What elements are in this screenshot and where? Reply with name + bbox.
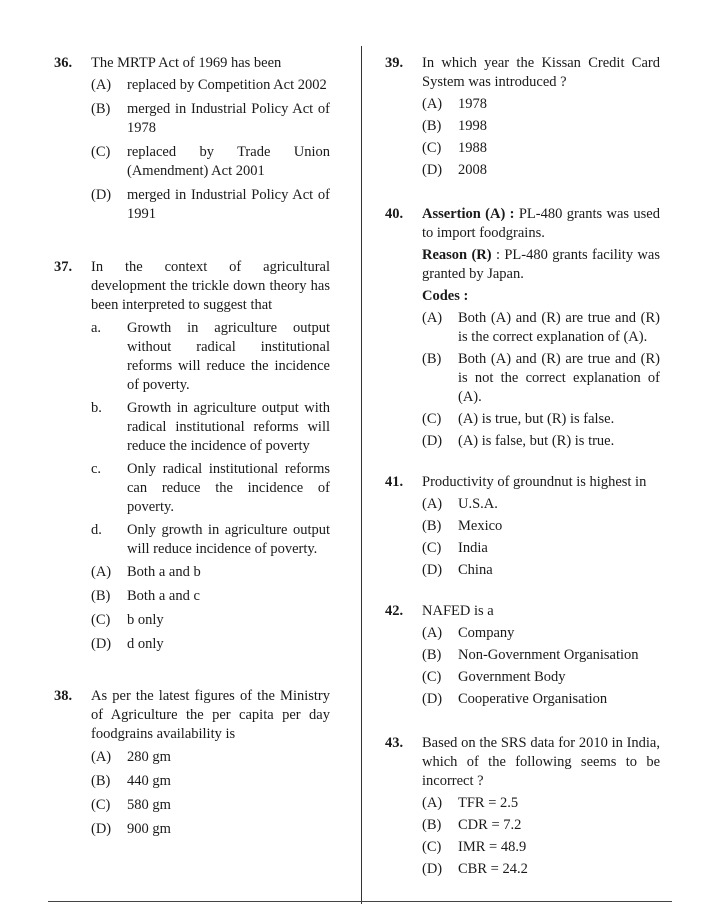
option-d[interactable]: (D) d only — [91, 636, 164, 652]
statement-b: b. Growth in agriculture output with radical institutional reforms will reduce the incidence of poverty — [91, 400, 330, 454]
options-list — [91, 563, 330, 654]
question-41 — [385, 473, 660, 580]
left-column — [54, 54, 330, 839]
option-c[interactable]: (C) (A) is true, but (R) is false. — [422, 411, 615, 427]
reason-label: Reason (R) — [422, 247, 492, 263]
assertion — [422, 205, 660, 243]
codes-label: Codes : — [422, 288, 469, 304]
question-text: In which year the Kissan Credit Card System was introduced ? — [422, 55, 660, 90]
statement-a: a. Growth in agriculture output without radical institutional reforms will reduce the incidence of poverty. — [91, 320, 330, 393]
assertion-text: PL-480 grants was used to import foodgrains. — [422, 206, 660, 241]
options-list — [422, 624, 660, 709]
option-c[interactable]: (C) 1988 — [422, 140, 487, 156]
question-text: As per the latest figures of the Ministry of Agriculture the per capita per day foodgrains availability is — [91, 688, 330, 742]
option-c[interactable]: (C) Government Body — [422, 669, 566, 685]
option-a[interactable]: (A) Both a and b — [91, 564, 201, 580]
option-c[interactable]: (C) India — [422, 540, 488, 556]
question-text: NAFED is a — [422, 603, 494, 619]
statements-list — [91, 319, 330, 559]
question-text: Based on the SRS data for 2010 in India, which of the following seems to be incorrect ? — [422, 735, 660, 789]
question-40 — [385, 205, 660, 451]
reason — [422, 246, 660, 284]
option-a[interactable]: (A) TFR = 2.5 — [422, 795, 519, 811]
option-b[interactable]: (B) Mexico — [422, 518, 503, 534]
question-39 — [385, 54, 660, 180]
question-37 — [54, 258, 330, 654]
question-38 — [54, 687, 330, 839]
options-list — [422, 309, 660, 451]
option-d[interactable]: (D) 2008 — [422, 162, 487, 178]
question-number: 39. — [385, 55, 404, 71]
option-b[interactable]: (B) merged in Industrial Policy Act of 1978 — [91, 101, 330, 136]
question-text: The MRTP Act of 1969 has been — [91, 55, 282, 71]
option-c[interactable]: (C) 580 gm — [91, 797, 171, 813]
option-b[interactable]: (B) Both a and c — [91, 588, 200, 604]
question-number: 43. — [385, 735, 404, 751]
bottom-rule — [48, 901, 672, 902]
reason-text: : PL-480 grants facility was granted by Japan. — [422, 247, 660, 282]
question-number: 42. — [385, 603, 404, 619]
question-43 — [385, 734, 660, 879]
question-36 — [54, 54, 330, 224]
option-b[interactable]: (B) 440 gm — [91, 773, 171, 789]
statement-c: c. Only radical institutional reforms can reduce the incidence of poverty. — [91, 461, 330, 515]
options-list — [422, 495, 660, 580]
option-d[interactable]: (D) China — [422, 562, 493, 578]
options-list — [422, 95, 660, 180]
option-d[interactable]: (D) Cooperative Organisation — [422, 691, 608, 707]
options-list — [91, 76, 330, 224]
option-a[interactable]: (A) Company — [422, 625, 515, 641]
option-d[interactable]: (D) (A) is false, but (R) is true. — [422, 433, 615, 449]
option-a[interactable]: (A) 280 gm — [91, 749, 171, 765]
question-text: In the context of agricultural development the trickle down theory has been interpreted to suggest that — [91, 259, 330, 313]
option-b[interactable]: (B) 1998 — [422, 118, 487, 134]
option-b[interactable]: (B) CDR = 7.2 — [422, 817, 522, 833]
option-d[interactable]: (D) CBR = 24.2 — [422, 861, 528, 877]
option-d[interactable]: (D) 900 gm — [91, 821, 171, 837]
right-column — [385, 54, 660, 879]
assertion-label: Assertion (A) : — [422, 206, 515, 222]
option-a[interactable]: (A) 1978 — [422, 96, 487, 112]
options-list — [422, 794, 660, 879]
column-divider — [361, 46, 362, 904]
option-c[interactable]: (C) replaced by Trade Union (Amendment) Act 2001 — [91, 144, 330, 179]
question-number: 41. — [385, 474, 404, 490]
option-a[interactable]: (A) Both (A) and (R) are true and (R) is the correct explanation of (A). — [422, 310, 660, 345]
question-number: 38. — [54, 688, 73, 704]
option-b[interactable]: (B) Both (A) and (R) are true and (R) is not the correct explanation of (A). — [422, 351, 660, 405]
option-b[interactable]: (B) Non-Government Organisation — [422, 647, 639, 663]
option-c[interactable]: (C) IMR = 48.9 — [422, 839, 527, 855]
question-42 — [385, 602, 660, 709]
options-list — [91, 748, 330, 839]
question-number: 36. — [54, 55, 73, 71]
option-d[interactable]: (D) merged in Industrial Policy Act of 1991 — [91, 187, 330, 222]
question-number: 37. — [54, 259, 73, 275]
question-text: Productivity of groundnut is highest in — [422, 474, 647, 490]
option-a[interactable]: (A) replaced by Competition Act 2002 — [91, 77, 327, 93]
question-number: 40. — [385, 206, 404, 222]
option-c[interactable]: (C) b only — [91, 612, 164, 628]
statement-d: d. Only growth in agriculture output will reduce incidence of poverty. — [91, 522, 330, 557]
option-a[interactable]: (A) U.S.A. — [422, 496, 498, 512]
